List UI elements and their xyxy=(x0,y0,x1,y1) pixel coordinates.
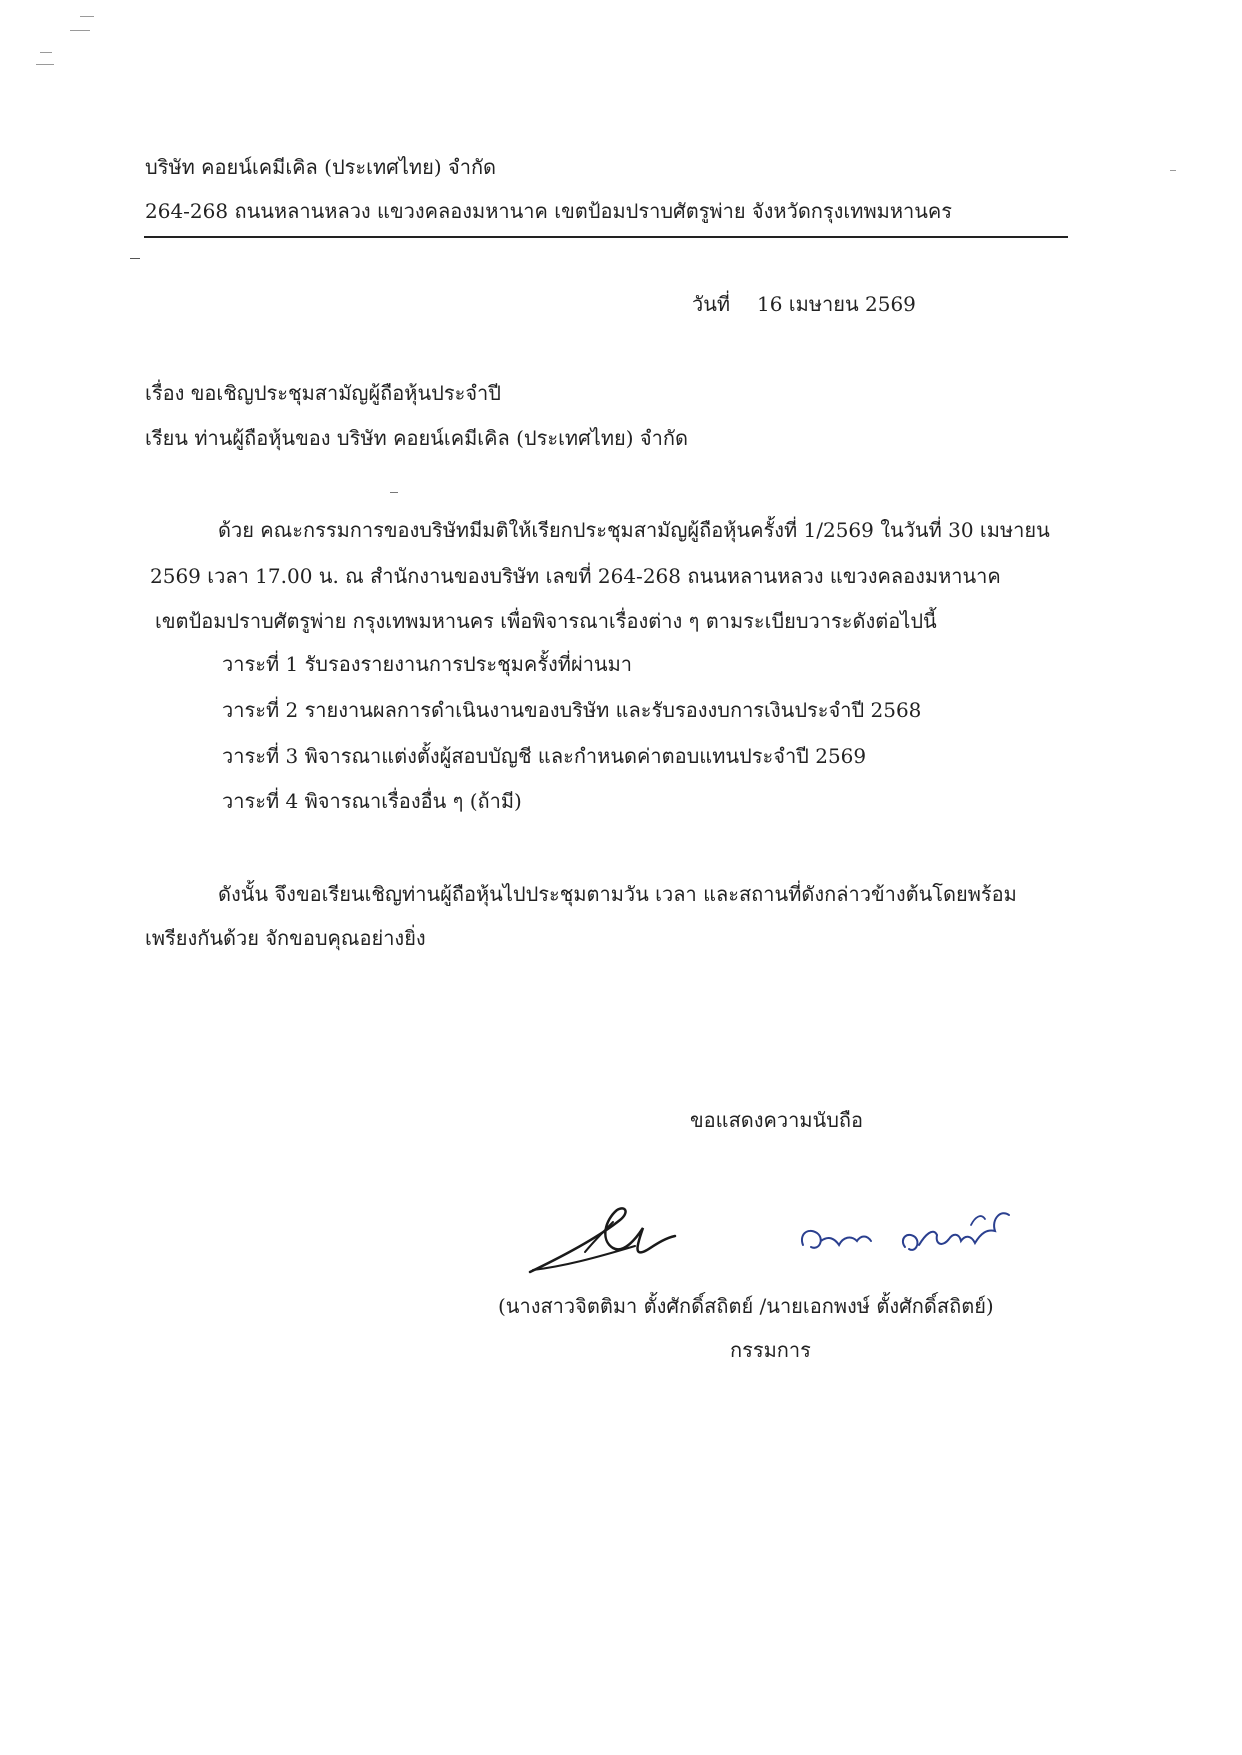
scan-speck xyxy=(1170,170,1176,171)
scan-speck xyxy=(70,30,90,31)
closing-line: เพรียงกันด้วย จักขอบคุณอย่างยิ่ง xyxy=(145,926,426,950)
recipient-line: เรียน ท่านผู้ถือหุ้นของ บริษัท คอยน์เคมีเคิล (ประเทศไทย) จำกัด xyxy=(145,426,688,450)
signoff: ขอแสดงความนับถือ xyxy=(690,1108,864,1132)
body-paragraph-line: ด้วย คณะกรรมการของบริษัทมีมติให้เรียกประชุมสามัญผู้ถือหุ้นครั้งที่ 1/2569 ในวันที่ 30 เมษายน xyxy=(218,518,1050,542)
body-paragraph-line: เขตป้อมปราบศัตรูพ่าย กรุงเทพมหานคร เพื่อพิจารณาเรื่องต่าง ๆ ตามระเบียบวาระดังต่อไปนี้ xyxy=(155,609,937,633)
letterhead-divider xyxy=(144,236,1068,238)
agenda-item: วาระที่ 2 รายงานผลการดำเนินงานของบริษัท และรับรองงบการเงินประจำปี 2568 xyxy=(222,698,922,722)
scan-speck xyxy=(36,64,54,65)
agenda-item: วาระที่ 4 พิจารณาเรื่องอื่น ๆ (ถ้ามี) xyxy=(222,789,522,813)
scan-speck xyxy=(130,258,140,259)
agenda-item: วาระที่ 3 พิจารณาแต่งตั้งผู้สอบบัญชี และกำหนดค่าตอบแทนประจำปี 2569 xyxy=(222,744,867,768)
signatory-position: กรรมการ xyxy=(730,1338,811,1362)
scan-speck xyxy=(80,16,94,17)
signature-second xyxy=(795,1205,1025,1275)
subject-line: เรื่อง ขอเชิญประชุมสามัญผู้ถือหุ้นประจำปี xyxy=(145,381,501,405)
signature-first xyxy=(525,1200,685,1280)
date-value: 16 เมษายน 2569 xyxy=(757,292,916,316)
closing-line: ดังนั้น จึงขอเรียนเชิญท่านผู้ถือหุ้นไปประชุมตามวัน เวลา และสถานที่ดังกล่าวข้างต้นโดยพร้อม xyxy=(218,882,1017,906)
scan-speck xyxy=(40,52,52,53)
body-paragraph-line: 2569 เวลา 17.00 น. ณ สำนักงานของบริษัท เลขที่ 264-268 ถนนหลานหลวง แขวงคลองมหานาค xyxy=(150,564,1001,588)
scan-speck xyxy=(390,492,398,493)
date-label: วันที่ xyxy=(692,292,731,316)
company-address: 264-268 ถนนหลานหลวง แขวงคลองมหานาค เขตป้อมปราบศัตรูพ่าย จังหวัดกรุงเทพมหานคร xyxy=(145,199,953,223)
company-name: บริษัท คอยน์เคมีเคิล (ประเทศไทย) จำกัด xyxy=(145,155,497,179)
signatory-names: (นางสาวจิตติมา ตั้งศักดิ์สถิตย์ /นายเอกพงษ์ ตั้งศักดิ์สถิตย์) xyxy=(498,1294,994,1318)
agenda-item: วาระที่ 1 รับรองรายงานการประชุมครั้งที่ผ่านมา xyxy=(222,652,633,676)
